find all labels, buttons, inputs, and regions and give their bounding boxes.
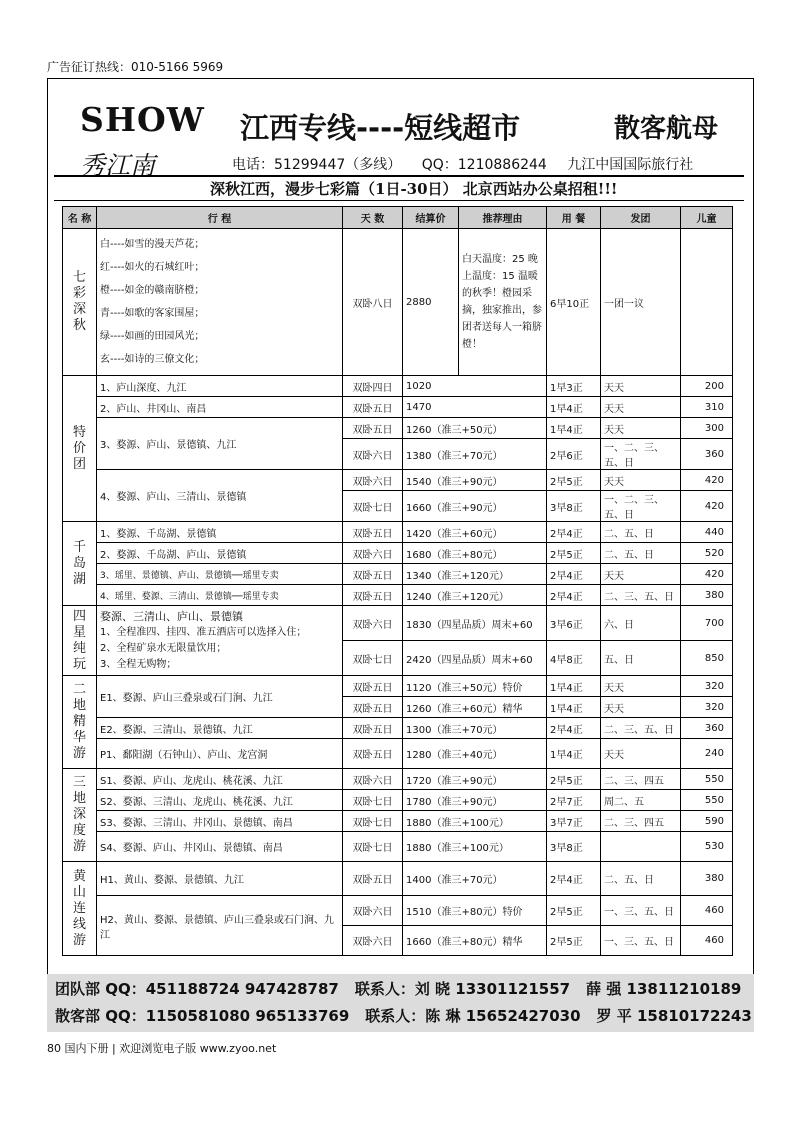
- headline: 江西专线----短线超市: [240, 111, 521, 145]
- child-cell: 240: [681, 739, 733, 769]
- price-cell: 1400（准三+70元）: [403, 862, 547, 896]
- days-cell: 双卧六日: [343, 543, 403, 564]
- table-row: [63, 522, 733, 543]
- depart-cell: 天天: [601, 418, 681, 439]
- days-cell: 双卧五日: [343, 862, 403, 896]
- table-row: [63, 543, 733, 564]
- price-cell: 1720（准三+90元）: [403, 769, 547, 790]
- table-row: [63, 585, 733, 606]
- col-header: 行 程: [97, 207, 343, 229]
- category-cell: 二地精华游: [63, 676, 97, 769]
- price-cell: 1540（准三+90元）: [403, 470, 547, 491]
- days-cell: 双卧五日: [343, 585, 403, 606]
- divider: [54, 175, 744, 177]
- team-dept-row: 团队部 QQ：451188724 947428787 联系人：刘 晓 13301121557 薛 强 13811210189: [55, 980, 742, 998]
- meal-cell: 2早5正: [547, 769, 601, 790]
- category-cell: 七彩深秋: [63, 229, 97, 376]
- reason-cell: 白天温度：25 晚上温度：15 温暖的秋季！橙园采摘，独家推出，参团者送每人一箱脐橙！: [459, 229, 547, 376]
- meal-cell: 2早4正: [547, 718, 601, 739]
- depart-cell: 二、三、五、日: [601, 718, 681, 739]
- col-header: 发团: [601, 207, 681, 229]
- route-cell: 4、婺源、庐山、三清山、景德镇: [97, 470, 343, 522]
- child-cell: 200: [681, 376, 733, 397]
- depart-cell: 一、三、五、日: [601, 896, 681, 926]
- days-cell: 双卧五日: [343, 522, 403, 543]
- child-cell: 530: [681, 832, 733, 862]
- route-cell: S4、婺源、庐山、井冈山、景德镇、南昌: [97, 832, 343, 862]
- route-cell: 2、庐山、井冈山、南昌: [97, 397, 343, 418]
- depart-cell: 二、三、四五: [601, 811, 681, 832]
- route-cell: E2、婺源、三清山、景德镇、九江: [97, 718, 343, 739]
- route-cell: 1、婺源、千岛湖、景德镇: [97, 522, 343, 543]
- route-cell: 白----如雪的漫天芦花； 红----如火的石城红叶； 橙----如金的赣南脐橙； 青----如歌的客家围屋； 绿----如画的田园风光； 玄----如诗的三僚文化；: [97, 229, 343, 376]
- meal-cell: 2早5正: [547, 543, 601, 564]
- price-cell: 1420（准三+60元）: [403, 522, 547, 543]
- phone: 电话：51299447（多线）: [232, 157, 402, 173]
- table-row: [63, 790, 733, 811]
- col-header: 结算价: [403, 207, 459, 229]
- table-row: [63, 862, 733, 896]
- meal-cell: 2早6正: [547, 439, 601, 470]
- price-cell: 1240（准三+120元）: [403, 585, 547, 606]
- meal-cell: 2早4正: [547, 862, 601, 896]
- depart-cell: 五、日: [601, 641, 681, 676]
- table-header-row: [63, 207, 733, 229]
- depart-cell: 天天: [601, 397, 681, 418]
- table-row: [63, 739, 733, 769]
- days-cell: 双卧八日: [343, 229, 403, 376]
- days-cell: 双卧六日: [343, 769, 403, 790]
- col-header: 儿童: [681, 207, 733, 229]
- route-cell: S1、婺源、庐山、龙虎山、桃花溪、九江: [97, 769, 343, 790]
- table-row: [63, 606, 733, 641]
- child-cell: 460: [681, 896, 733, 926]
- headline-secondary: 散客航母: [614, 114, 719, 144]
- meal-cell: 2早4正: [547, 522, 601, 543]
- depart-cell: 天天: [601, 470, 681, 491]
- child-cell: 850: [681, 641, 733, 676]
- route-cell: S2、婺源、三清山、龙虎山、桃花溪、九江: [97, 790, 343, 811]
- meal-cell: 1早4正: [547, 676, 601, 697]
- days-cell: 双卧五日: [343, 676, 403, 697]
- price-cell: 1300（准三+70元）: [403, 718, 547, 739]
- contact-line: [232, 154, 709, 174]
- price-cell: 1830（四星品质）周末+60: [403, 606, 547, 641]
- depart-cell: 二、三、四五: [601, 769, 681, 790]
- child-cell: [681, 229, 733, 376]
- days-cell: 双卧四日: [343, 376, 403, 397]
- table-row: [63, 564, 733, 585]
- price-cell: 1340（准三+120元）: [403, 564, 547, 585]
- child-cell: 420: [681, 491, 733, 522]
- divider: [54, 200, 744, 201]
- depart-cell: 天天: [601, 376, 681, 397]
- meal-cell: 1早4正: [547, 697, 601, 718]
- depart-cell: 一团一议: [601, 229, 681, 376]
- child-cell: 520: [681, 543, 733, 564]
- meal-cell: 2早4正: [547, 585, 601, 606]
- child-cell: 420: [681, 564, 733, 585]
- route-cell: 婺源、三清山、庐山、景德镇 1、全程准四、挂四、准五酒店可以选择入住； 2、全程矿泉水无限量饮用； 3、全程无购物；: [97, 606, 343, 676]
- days-cell: 双卧六日: [343, 606, 403, 641]
- days-cell: 双卧七日: [343, 811, 403, 832]
- child-cell: 590: [681, 811, 733, 832]
- child-cell: 420: [681, 470, 733, 491]
- price-cell: 1260（准三+50元）: [403, 418, 547, 439]
- price-cell: 1120（准三+50元）特价: [403, 676, 547, 697]
- category-cell: 千岛湖: [63, 522, 97, 606]
- table-row: [63, 418, 733, 439]
- price-cell: 1510（准三+80元）特价: [403, 896, 547, 926]
- meal-cell: 2早4正: [547, 564, 601, 585]
- col-header: 名 称: [63, 207, 97, 229]
- days-cell: 双卧七日: [343, 641, 403, 676]
- meal-cell: 1早4正: [547, 739, 601, 769]
- days-cell: 双卧五日: [343, 739, 403, 769]
- price-cell: 1880（准三+100元）: [403, 832, 547, 862]
- route-cell: E1、婺源、庐山三叠泉或石门涧、九江: [97, 676, 343, 718]
- table-row: [63, 676, 733, 697]
- price-cell: 1260（准三+60元）精华: [403, 697, 547, 718]
- category-cell: 三地深度游: [63, 769, 97, 862]
- child-cell: 310: [681, 397, 733, 418]
- price-cell: 1470: [403, 397, 547, 418]
- child-cell: 550: [681, 790, 733, 811]
- route-cell: H1、黄山、婺源、景德镇、九江: [97, 862, 343, 896]
- category-cell: 特价团: [63, 376, 97, 522]
- depart-cell: [601, 832, 681, 862]
- qq: QQ：1210886244: [421, 157, 547, 173]
- meal-cell: 3早7正: [547, 811, 601, 832]
- price-cell: 1680（准三+80元）: [403, 543, 547, 564]
- col-header: 推荐理由: [459, 207, 547, 229]
- meal-cell: 3早8正: [547, 832, 601, 862]
- meal-cell: 2早5正: [547, 470, 601, 491]
- meal-cell: 1早3正: [547, 376, 601, 397]
- days-cell: 双卧五日: [343, 564, 403, 585]
- days-cell: 双卧六日: [343, 926, 403, 956]
- contact-bar: [47, 974, 754, 1032]
- child-cell: 700: [681, 606, 733, 641]
- child-cell: 460: [681, 926, 733, 956]
- meal-cell: 2早5正: [547, 926, 601, 956]
- table-row: [63, 229, 733, 376]
- days-cell: 双卧五日: [343, 718, 403, 739]
- child-cell: 440: [681, 522, 733, 543]
- price-cell: 1020: [403, 376, 547, 397]
- agency: 九江中国国际旅行社: [567, 157, 694, 173]
- child-cell: 300: [681, 418, 733, 439]
- depart-cell: 天天: [601, 739, 681, 769]
- route-cell: 3、瑶里、景德镇、庐山、景德镇──瑶里专卖: [97, 564, 343, 585]
- depart-cell: 六、日: [601, 606, 681, 641]
- depart-cell: 一、三、五、日: [601, 926, 681, 956]
- price-cell: 2880: [403, 229, 459, 376]
- child-cell: 360: [681, 718, 733, 739]
- table-row: [63, 397, 733, 418]
- child-cell: 550: [681, 769, 733, 790]
- meal-cell: 6早10正: [547, 229, 601, 376]
- meal-cell: 4早8正: [547, 641, 601, 676]
- brand-show: SHOW: [80, 100, 205, 139]
- depart-cell: 天天: [601, 676, 681, 697]
- child-cell: 380: [681, 585, 733, 606]
- days-cell: 双卧七日: [343, 491, 403, 522]
- depart-cell: 天天: [601, 564, 681, 585]
- col-header: 天 数: [343, 207, 403, 229]
- days-cell: 双卧七日: [343, 790, 403, 811]
- child-cell: 380: [681, 862, 733, 896]
- page-footer: 80 国内下册 | 欢迎浏览电子版 www.zyoo.net: [47, 1042, 277, 1055]
- price-cell: 1660（准三+80元）精华: [403, 926, 547, 956]
- price-cell: 1880（准三+100元）: [403, 811, 547, 832]
- logo-xiujiangnan: 秀江南: [80, 151, 156, 180]
- route-cell: 4、瑶里、婺源、三清山、景德镇──瑶里专卖: [97, 585, 343, 606]
- price-cell: 1380（准三+70元）: [403, 439, 547, 470]
- depart-cell: 周二、五: [601, 790, 681, 811]
- route-cell: 1、庐山深度、九江: [97, 376, 343, 397]
- days-cell: 双卧六日: [343, 896, 403, 926]
- days-cell: 双卧五日: [343, 418, 403, 439]
- ad-hotline: 广告征订热线：010-5166 5969: [47, 60, 224, 74]
- depart-cell: 二、五、日: [601, 522, 681, 543]
- category-cell: 四星纯玩: [63, 606, 97, 676]
- depart-cell: 二、三、五、日: [601, 585, 681, 606]
- route-cell: S3、婺源、三清山、井冈山、景德镇、南昌: [97, 811, 343, 832]
- meal-cell: 1早4正: [547, 397, 601, 418]
- route-cell: 2、婺源、千岛湖、庐山、景德镇: [97, 543, 343, 564]
- route-cell: 3、婺源、庐山、景德镇、九江: [97, 418, 343, 470]
- price-cell: 1660（准三+90元）: [403, 491, 547, 522]
- child-cell: 320: [681, 697, 733, 718]
- child-cell: 360: [681, 439, 733, 470]
- subheadline: 深秋江西，漫步七彩篇（1日-30日） 北京西站办公桌招租!!!: [210, 180, 618, 198]
- meal-cell: 2早7正: [547, 790, 601, 811]
- days-cell: 双卧五日: [343, 397, 403, 418]
- price-cell: 1280（准三+40元）: [403, 739, 547, 769]
- depart-cell: 一、二、三、五、日: [601, 439, 681, 470]
- depart-cell: 天天: [601, 697, 681, 718]
- meal-cell: 3早6正: [547, 606, 601, 641]
- table-row: [63, 376, 733, 397]
- price-cell: 2420（四星品质）周末+60: [403, 641, 547, 676]
- child-cell: 320: [681, 676, 733, 697]
- days-cell: 双卧五日: [343, 697, 403, 718]
- meal-cell: 2早5正: [547, 896, 601, 926]
- depart-cell: 二、五、日: [601, 862, 681, 896]
- col-header: 用 餐: [547, 207, 601, 229]
- table-row: [63, 769, 733, 790]
- route-cell: H2、黄山、婺源、景德镇、庐山三叠泉或石门涧、九江: [97, 896, 343, 956]
- depart-cell: 一、二、三、五、日: [601, 491, 681, 522]
- days-cell: 双卧六日: [343, 470, 403, 491]
- table-row: [63, 832, 733, 862]
- days-cell: 双卧六日: [343, 439, 403, 470]
- price-cell: 1780（准三+90元）: [403, 790, 547, 811]
- table-row: [63, 718, 733, 739]
- days-cell: 双卧七日: [343, 832, 403, 862]
- fit-dept-row: 散客部 QQ：1150581080 965133769 联系人：陈 琳 15652427030 罗 平 15810172243: [55, 1007, 752, 1025]
- table-row: [63, 470, 733, 491]
- category-cell: 黄山连线游: [63, 862, 97, 956]
- table-row: [63, 896, 733, 926]
- routes-table: [62, 206, 733, 956]
- depart-cell: 二、五、日: [601, 543, 681, 564]
- route-cell: P1、鄱阳湖（石钟山）、庐山、龙宫洞: [97, 739, 343, 769]
- meal-cell: 1早4正: [547, 418, 601, 439]
- table-row: [63, 811, 733, 832]
- meal-cell: 3早8正: [547, 491, 601, 522]
